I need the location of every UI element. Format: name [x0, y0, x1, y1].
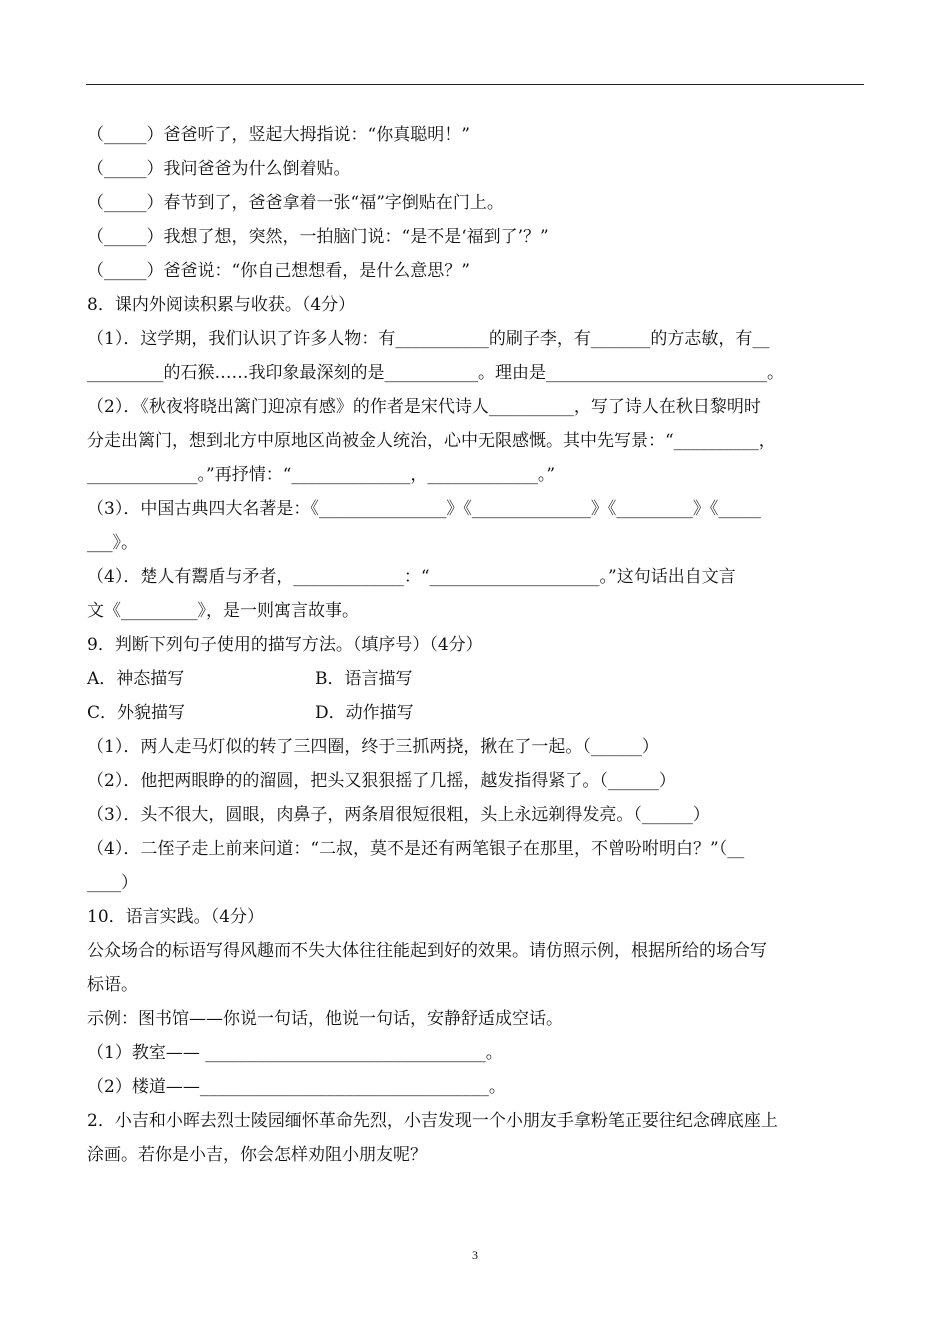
order-item: （_____）爸爸听了，竖起大拇指说：“你真聪明！”: [87, 125, 470, 145]
q8-title: 8．课内外阅读积累与收获。（4分）: [87, 295, 356, 315]
q10-line: 示例：图书馆——你说一句话，他说一句话，安静舒适成空话。: [87, 1009, 563, 1029]
q8-line: （1）．这学期，我们认识了许多人物：有___________的刷子李，有_______的方志敏，有__: [87, 329, 770, 349]
q10-line: （2）楼道——__________________________________。: [87, 1077, 506, 1097]
q9-item: （1）．两人走马灯似的转了三四圈，终于三抓两挠，揪在了一起。（______）: [87, 737, 659, 757]
option-a: A．神态描写: [87, 669, 185, 689]
q9-options-row: [87, 662, 863, 696]
order-item: （_____）春节到了，爸爸拿着一张“福”字倒贴在门上。: [87, 193, 504, 213]
q9-item: （4）．二侄子走上前来问道：“二叔，莫不是还有两笔银子在那里，不曾吩咐明白？”（__: [87, 839, 745, 859]
page-content: [87, 118, 863, 1172]
q9-title: 9．判断下列句子使用的描写方法。（填序号）（4分）: [87, 635, 483, 655]
q2-line: 涂画。若你是小吉，你会怎样劝阻小朋友呢？: [87, 1145, 427, 1165]
order-item: （_____）我问爸爸为什么倒着贴。: [87, 159, 351, 179]
option-d: D．动作描写: [315, 703, 414, 723]
q10-title: 10．语言实践。（4分）: [87, 907, 264, 927]
order-item: （_____）爸爸说：“你自己想想看，是什么意思？”: [87, 261, 470, 281]
q2-line: 2．小吉和小晖去烈士陵园缅怀革命先烈，小吉发现一个小朋友手拿粉笔正要往纪念碑底座上: [87, 1111, 778, 1131]
option-b: B．语言描写: [315, 669, 413, 689]
q9-item: （3）．头不很大，圆眼，肉鼻子，两条眉很短很粗，头上永远剃得发亮。（______）: [87, 805, 710, 825]
q10-line: 标语。: [87, 975, 138, 995]
q8-line: _____________。”再抒情：“______________，_____________。”: [87, 465, 556, 485]
q8-line: 文《_________》，是一则寓言故事。: [87, 601, 359, 621]
q9-item: （2）．他把两眼睁的的溜圆，把头又狠狠摇了几摇，越发指得紧了。（______）: [87, 771, 676, 791]
header-rule: [86, 84, 864, 85]
q8-line: （2）．《秋夜将晓出篱门迎凉有感》的作者是宋代诗人__________，写了诗人在秋日黎明时: [87, 397, 761, 417]
option-c: C．外貌描写: [87, 703, 186, 723]
q9-item: ____）: [87, 873, 138, 893]
q9-options-row: [87, 696, 863, 730]
q8-line: _________的石猴……我印象最深刻的是___________。理由是__________________________。: [87, 363, 784, 383]
q8-line: （4）．楚人有鬻盾与矛者，_____________：“____________________。”这句话出自文言: [87, 567, 736, 587]
q10-line: 公众场合的标语写得风趣而不失大体往往能起到好的效果。请仿照示例，根据所给的场合写: [87, 941, 767, 961]
q8-line: ___》。: [87, 533, 138, 553]
order-item: （_____）我想了想，突然，一拍脑门说：“是不是‘福到了’？”: [87, 227, 549, 247]
q8-line: 分走出篱门，想到北方中原地区尚被金人统治，心中无限感慨。其中先写景：“__________，: [87, 431, 776, 451]
q10-line: （1）教室—— _________________________________。: [87, 1043, 503, 1063]
q8-line: （3）．中国古典四大名著是：《_______________》《______________》《_________》《_____: [87, 499, 761, 519]
page-number: 3: [472, 1248, 478, 1262]
